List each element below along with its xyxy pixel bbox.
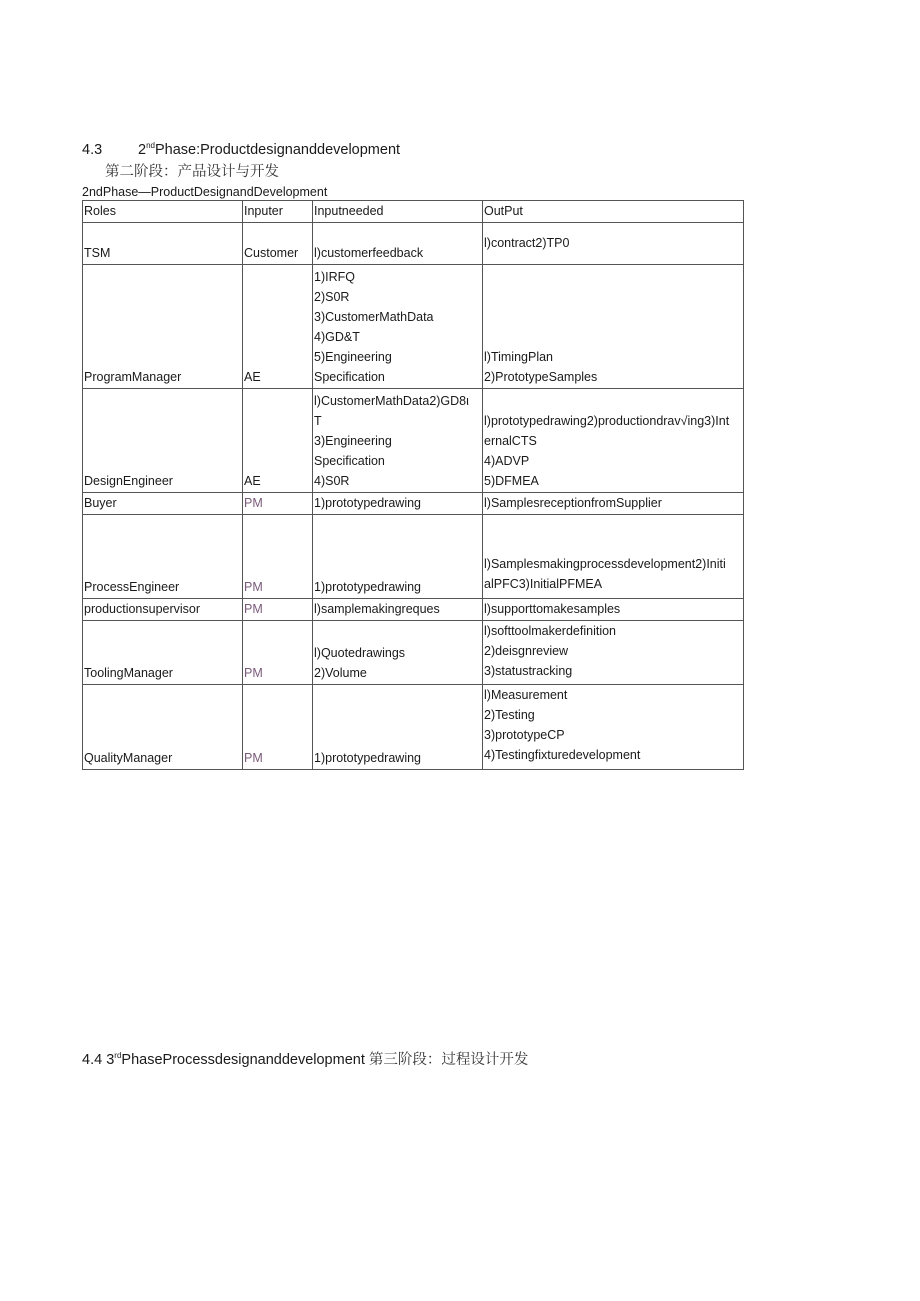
cell-inputer: AE (243, 389, 313, 493)
input-line: l)samplemakingreques (314, 602, 440, 616)
header-roles: Roles (83, 201, 243, 223)
cell-inputer: PM (243, 515, 313, 599)
output-line: ernalCTS (484, 434, 537, 448)
output-line: l)Samplesmakingprocessdevelopment2)Initi (484, 557, 726, 571)
input-line: 1)prototypedrawing (314, 580, 422, 594)
next-section-heading (82, 1048, 528, 1069)
table-row (83, 515, 744, 599)
output-line: l)SamplesreceptionfromSupplier (484, 496, 662, 510)
cell-role: DesignEngineer (83, 389, 243, 493)
output-line: l)softtoolmakerdefinition (484, 624, 617, 638)
input-line: 4)GD&T (314, 330, 360, 344)
cell-output (483, 685, 744, 770)
cell-role: ProgramManager (83, 265, 243, 389)
input-line: 2)S0R (314, 290, 350, 304)
cell-input (313, 515, 483, 599)
input-line: 2)Volume (314, 666, 367, 680)
cell-input (313, 493, 483, 515)
cell-inputer: Customer (243, 223, 313, 265)
output-line: l)TimingPlan (484, 350, 554, 364)
table-caption: 2ndPhase—ProductDesignandDevelopment (82, 185, 328, 199)
input-line: 1)prototypedrawing (314, 496, 422, 510)
cell-role: TSM (83, 223, 243, 265)
cell-inputer: PM (243, 621, 313, 685)
section-heading (82, 141, 400, 158)
input-line: 5)Engineering (314, 350, 392, 364)
table-header-row (83, 201, 744, 223)
cell-input (313, 389, 483, 493)
section-title: Phase:Productdesignanddevelopment (154, 142, 401, 158)
input-line: Specification (314, 454, 385, 468)
input-line: 4)S0R (314, 474, 350, 488)
input-line: Specification (314, 370, 385, 384)
output-line: 5)DFMEA (484, 474, 539, 488)
table-row (83, 599, 744, 621)
header-inputneeded: Inputneeded (313, 201, 483, 223)
cell-inputer: PM (243, 685, 313, 770)
table-row (83, 389, 744, 493)
section-subtitle-cn: 第二阶段：产品设计与开发 (105, 164, 279, 180)
cell-inputer: PM (243, 493, 313, 515)
header-output: OutPut (483, 201, 744, 223)
output-line: l)supporttomakesamples (484, 602, 621, 616)
table-row (83, 685, 744, 770)
next-section-number: 4.4 (82, 1052, 103, 1068)
output-line: 4)Testingfixturedevelopment (484, 748, 641, 762)
cell-output (483, 621, 744, 685)
cell-input (313, 223, 483, 265)
cell-output (483, 389, 744, 493)
output-line: alPFC3)InitialPFMEA (484, 577, 603, 591)
input-line: 3)Engineering (314, 434, 392, 448)
next-section-title-cn: 第三阶段：过程设计开发 (368, 1052, 529, 1068)
header-inputer: Inputer (243, 201, 313, 223)
next-section-title: PhaseProcessdesignanddevelopment (121, 1052, 365, 1068)
cell-input (313, 599, 483, 621)
cell-inputer: AE (243, 265, 313, 389)
output-line: l)prototypedrawing2)productiondrav√ing3)Int (484, 414, 730, 428)
output-line: 2)PrototypeSamples (484, 370, 598, 384)
table-row (83, 493, 744, 515)
input-line: 3)CustomerMathData (314, 310, 434, 324)
input-line: l)customerfeedback (314, 246, 424, 260)
section-ordinal-suffix: nd (146, 141, 155, 150)
section-number: 4.3 (82, 142, 103, 158)
section-ordinal: 2 (138, 142, 147, 158)
input-line: l)Quotedrawings (314, 646, 406, 660)
output-line: 3)prototypeCP (484, 728, 565, 742)
output-line: 2)deisgnreview (484, 644, 569, 658)
next-section-ordinal: 3 (106, 1052, 115, 1068)
cell-role: ToolingManager (83, 621, 243, 685)
cell-input (313, 265, 483, 389)
cell-role: ProcessEngineer (83, 515, 243, 599)
cell-role: Buyer (83, 493, 243, 515)
table-row (83, 265, 744, 389)
input-line: 1)prototypedrawing (314, 751, 422, 765)
input-line: 1)IRFQ (314, 270, 355, 284)
input-line: l)CustomerMathData2)GD8ι (314, 394, 469, 408)
cell-input (313, 621, 483, 685)
cell-output (483, 515, 744, 599)
cell-output (483, 599, 744, 621)
cell-input (313, 685, 483, 770)
output-line: l)contract2)TP0 (484, 236, 570, 250)
cell-inputer: PM (243, 599, 313, 621)
input-line: T (314, 414, 322, 428)
output-line: l)Measurement (484, 688, 568, 702)
cell-output (483, 493, 744, 515)
cell-output (483, 223, 744, 265)
output-line: 4)ADVP (484, 454, 530, 468)
output-line: 3)statustracking (484, 664, 573, 678)
output-line: 2)Testing (484, 708, 535, 722)
next-section-ordinal-suffix: rd (114, 1051, 122, 1060)
cell-role: productionsupervisor (83, 599, 243, 621)
roles-table (82, 200, 744, 770)
cell-role: QualityManager (83, 685, 243, 770)
table-row (83, 621, 744, 685)
table-row (83, 223, 744, 265)
cell-output (483, 265, 744, 389)
